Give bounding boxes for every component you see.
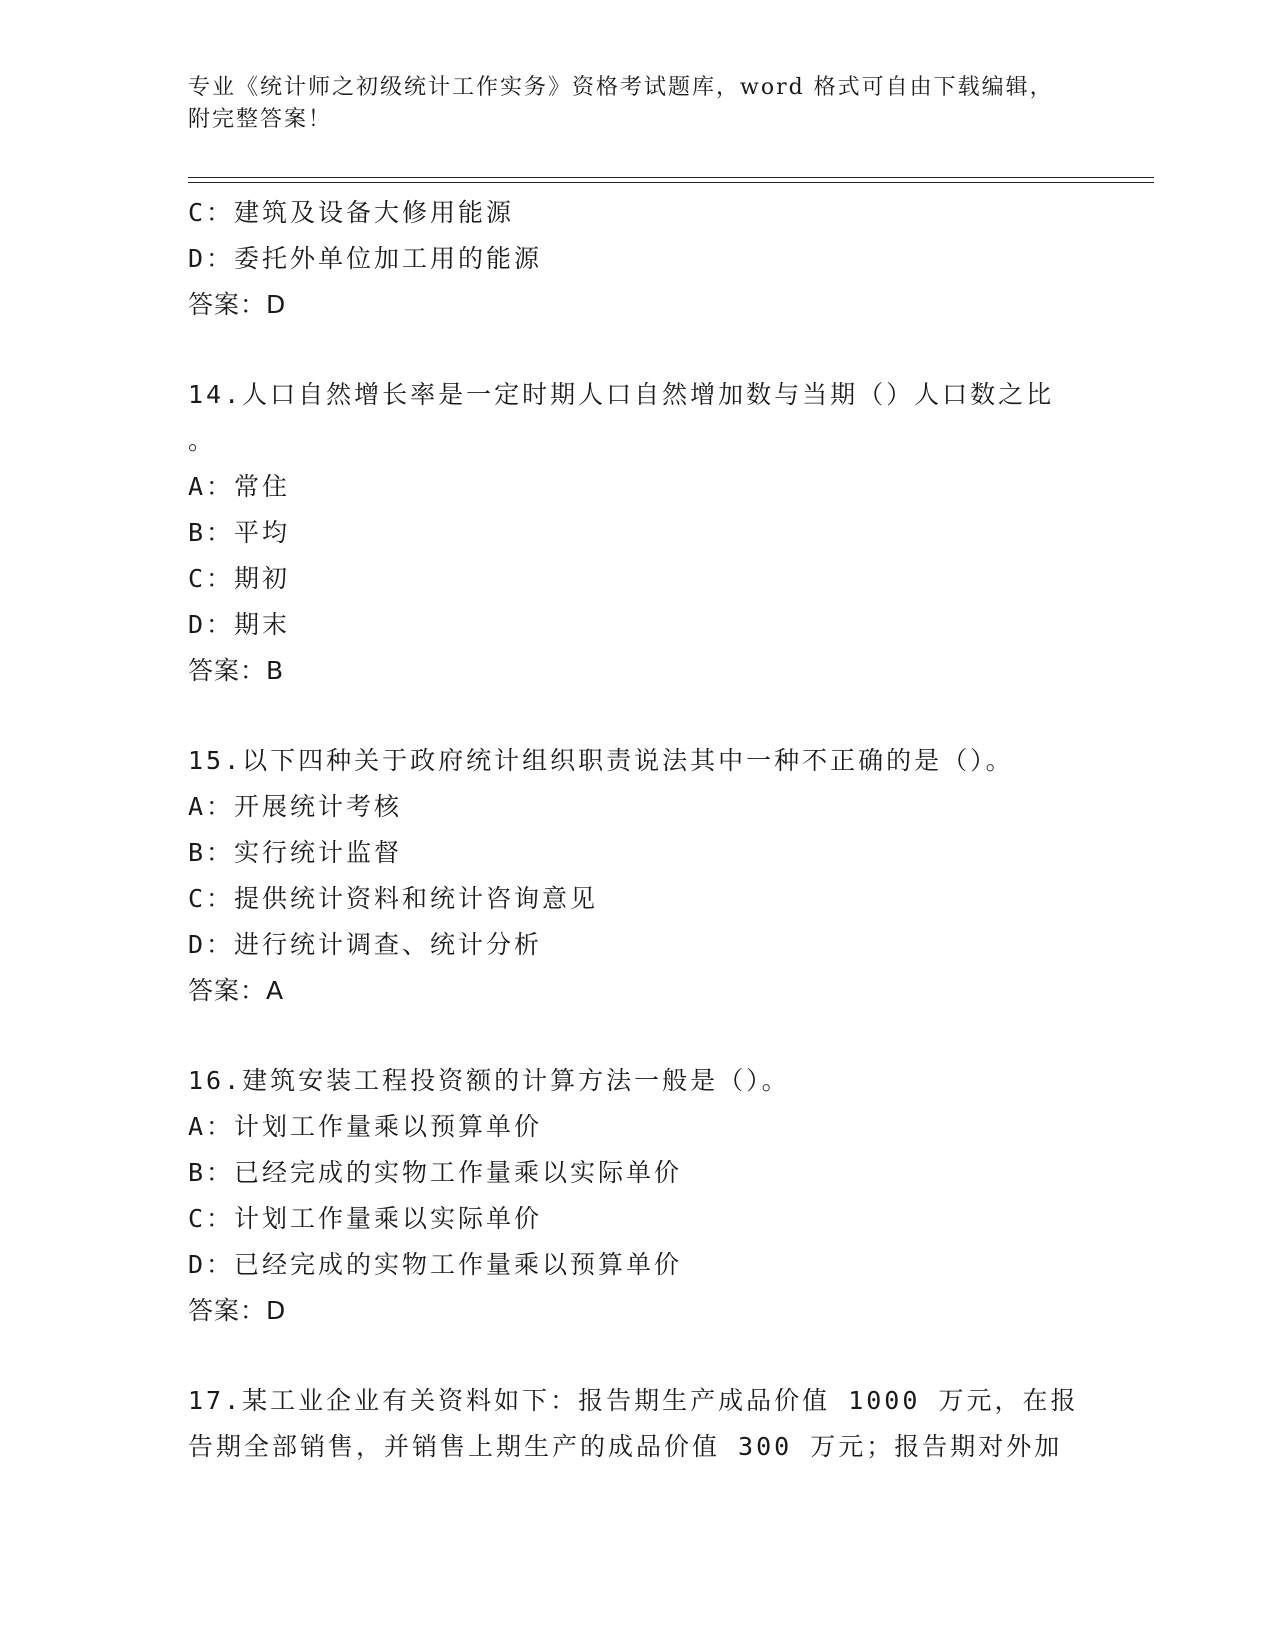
header-divider-top: [188, 177, 1154, 178]
option-d: D：已经完成的实物工作量乘以预算单价: [188, 1250, 683, 1279]
option-d: D：进行统计调查、统计分析: [188, 930, 543, 959]
answer-label: 答案：D: [188, 290, 287, 319]
answer-label: 答案：A: [188, 976, 285, 1005]
option-b: B：实行统计监督: [188, 838, 403, 867]
question-stem: 14.人口自然增长率是一定时期人口自然增加数与当期（）人口数之比: [188, 380, 1055, 409]
option-a: A：常住: [188, 472, 291, 501]
question-16: [188, 1058, 1148, 1334]
question-stem: 15.以下四种关于政府统计组织职责说法其中一种不正确的是（）。: [188, 746, 1014, 775]
question-stem-continuation: 。: [188, 426, 217, 455]
answer-label: 答案：B: [188, 656, 285, 685]
question-13-continuation: [188, 190, 1148, 328]
question-stem: 17.某工业企业有关资料如下：报告期生产成品价值 1000 万元，在报: [188, 1386, 1079, 1415]
question-stem: 16.建筑安装工程投资额的计算方法一般是（）。: [188, 1066, 790, 1095]
option-a: A：开展统计考核: [188, 792, 403, 821]
option-a: A：计划工作量乘以预算单价: [188, 1112, 543, 1141]
question-14: [188, 372, 1148, 694]
header-divider-bottom: [188, 182, 1154, 183]
document-header: [188, 72, 1068, 136]
question-stem-continuation: 告期全部销售，并销售上期生产的成品价值 300 万元；报告期对外加: [188, 1432, 1063, 1461]
question-17: [188, 1378, 1148, 1470]
answer-label: 答案：D: [188, 1296, 287, 1325]
option-d: D：委托外单位加工用的能源: [188, 244, 543, 273]
option-c: C：计划工作量乘以实际单价: [188, 1204, 543, 1233]
option-c: C：提供统计资料和统计咨询意见: [188, 884, 599, 913]
option-c: C：期初: [188, 564, 291, 593]
option-c: C：建筑及设备大修用能源: [188, 198, 515, 227]
option-b: B：平均: [188, 518, 291, 547]
header-line-2: 附完整答案！: [188, 107, 333, 132]
question-list: [188, 190, 1148, 1470]
question-15: [188, 738, 1148, 1014]
option-b: B：已经完成的实物工作量乘以实际单价: [188, 1158, 683, 1187]
header-line-1: 专业《统计师之初级统计工作实务》资格考试题库，word 格式可自由下载编辑，: [188, 75, 1054, 100]
option-d: D：期末: [188, 610, 291, 639]
